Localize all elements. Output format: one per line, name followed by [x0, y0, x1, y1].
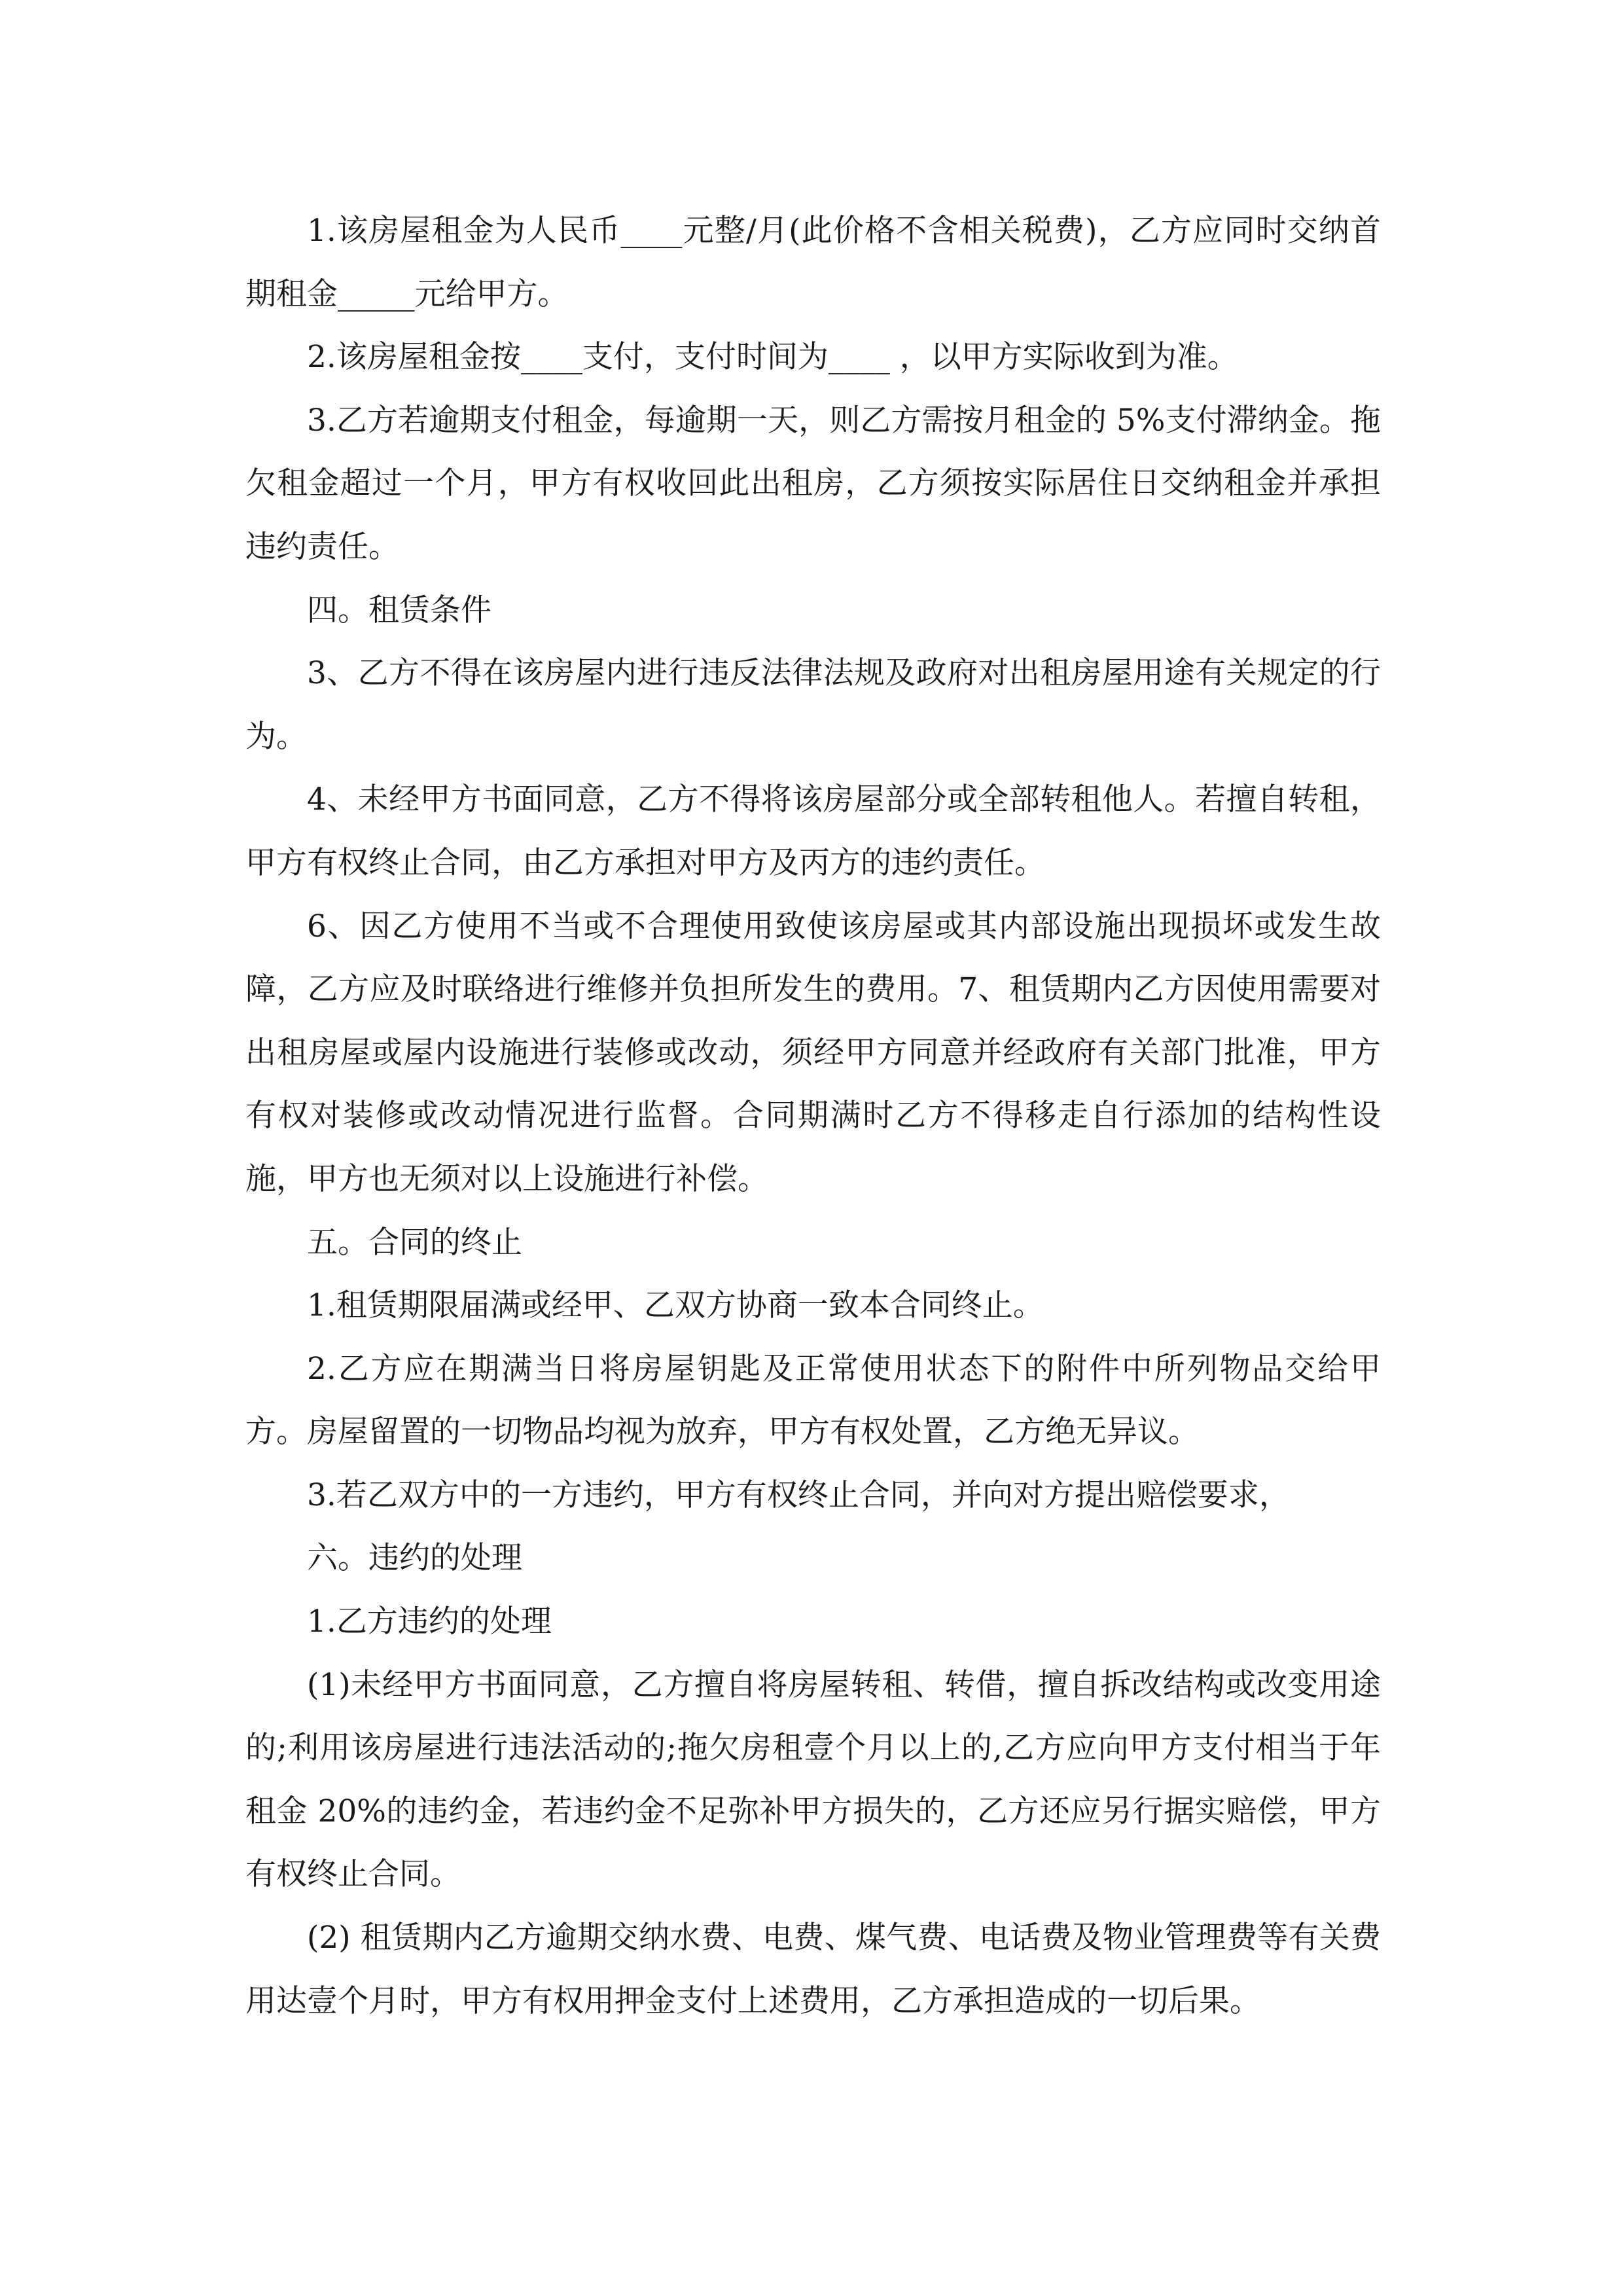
paragraph-termination-2: 2.乙方应在期满当日将房屋钥匙及正常使用状态下的附件中所列物品交给甲方。房屋留置的一切物品均视为放弃，甲方有权处置，乙方绝无异议。: [245, 1350, 1381, 1450]
document-body: [245, 200, 1381, 2033]
paragraph-termination-1: 1.租赁期限届满或经甲、乙双方协商一致本合同终止。: [307, 1287, 1044, 1324]
paragraph-condition-4: 4、未经甲方书面同意，乙方不得将该房屋部分或全部转租他人。若擅自转租，甲方有权终止合同，由乙方承担对甲方及丙方的违约责任。: [245, 781, 1381, 881]
section-heading-breach: 六。违约的处理: [307, 1540, 522, 1577]
subheading-tenant-breach: 1.乙方违约的处理: [307, 1604, 552, 1640]
section-heading-termination: 五。合同的终止: [307, 1224, 522, 1261]
paragraph-termination-3: 3.若乙双方中的一方违约，甲方有权终止合同，并向对方提出赔偿要求，: [307, 1477, 1290, 1513]
paragraph-rent-amount: 1.该房屋租金为人民币____元整/月(此价格不含相关税费)，乙方应同时交纳首期租金_____元给甲方。: [245, 213, 1381, 312]
paragraph-condition-3: 3、乙方不得在该房屋内进行违反法律法规及政府对出租房屋用途有关规定的行为。: [245, 655, 1381, 755]
section-heading-lease-conditions: 四。租赁条件: [307, 592, 491, 628]
paragraph-breach-2: (2) 租赁期内乙方逾期交纳水费、电费、煤气费、电话费及物业管理费等有关费用达壹个月时，甲方有权用押金支付上述费用，乙方承担造成的一切后果。: [245, 1920, 1381, 2019]
paragraph-late-payment: 3.乙方若逾期支付租金，每逾期一天，则乙方需按月租金的 5%支付滞纳金。拖欠租金超过一个月，甲方有权收回此出租房，乙方须按实际居住日交纳租金并承担违约责任。: [245, 402, 1381, 565]
paragraph-payment-method: 2.该房屋租金按____支付，支付时间为____ ，以甲方实际收到为准。: [307, 339, 1238, 376]
paragraph-breach-1: (1)未经甲方书面同意，乙方擅自将房屋转租、转借，擅自拆改结构或改变用途的;利用该房屋进行违法活动的;拖欠房租壹个月以上的,乙方应向甲方支付相当于年租金 20%的违约金，若违约金不足弥补甲方损失的，乙方还应另行据实赔偿，甲方有权终止合同。: [245, 1666, 1381, 1893]
paragraph-condition-6-7: 6、因乙方使用不当或不合理使用致使该房屋或其内部设施出现损坏或发生故障，乙方应及时联络进行维修并负担所发生的费用。7、租赁期内乙方因使用需要对出租房屋或屋内设施进行装修或改动，须经甲方同意并经政府有关部门批准，甲方有权对装修或改动情况进行监督。合同期满时乙方不得移走自行添加的结构性设施，甲方也无须对以上设施进行补偿。: [245, 908, 1381, 1197]
